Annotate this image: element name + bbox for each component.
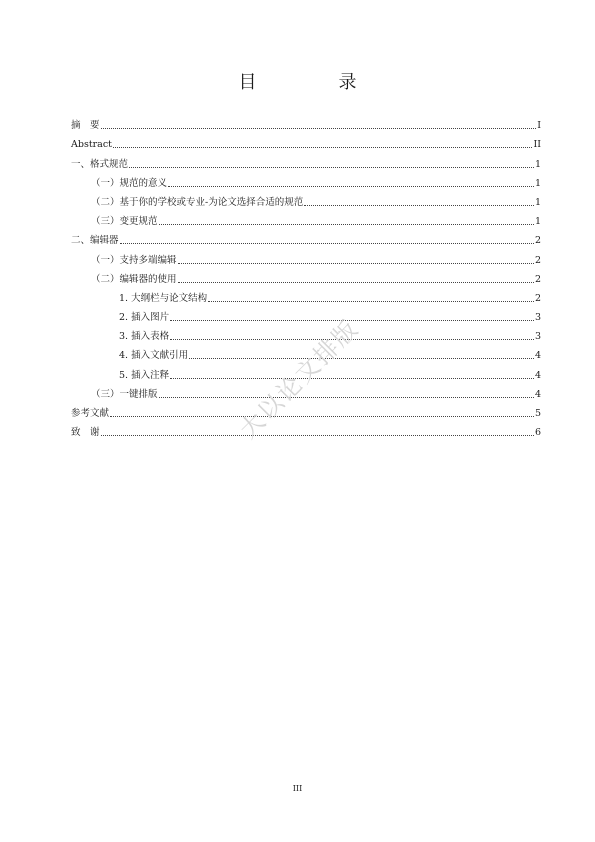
toc-entry[interactable] [71, 209, 541, 228]
toc-entry[interactable] [71, 420, 541, 439]
toc-entry-label: 2. 插入图片 [119, 312, 170, 324]
toc-entry-label: （二）基于你的学校或专业-为论文选择合适的规范 [91, 196, 304, 208]
toc-dot-leader [170, 378, 534, 379]
toc-entry[interactable] [71, 132, 541, 151]
toc-entry-page: I [537, 120, 541, 132]
toc-entry-label: 3. 插入表格 [119, 331, 170, 343]
toc-entry-label: Abstract [71, 139, 112, 151]
toc-dot-leader [159, 397, 534, 398]
toc-dot-leader [101, 435, 534, 436]
toc-dot-leader [110, 416, 534, 417]
toc-dot-leader [159, 224, 534, 225]
toc-entry[interactable] [71, 267, 541, 286]
toc-dot-leader [304, 205, 534, 206]
toc-entry[interactable] [71, 151, 541, 170]
toc-dot-leader [129, 167, 534, 168]
toc-dot-leader [168, 186, 534, 187]
toc-entry-page: 5 [534, 408, 541, 419]
toc-entry-label: （三）变更规范 [91, 216, 158, 228]
toc-entry-page: 3 [534, 312, 541, 324]
page-number: III [292, 784, 303, 793]
toc-entry[interactable] [71, 190, 541, 209]
toc-entry-label: 摘 要 [71, 120, 100, 132]
toc-entry[interactable] [71, 324, 541, 343]
toc-entry-label: 致 谢 [71, 427, 100, 439]
toc-entry-page: 4 [534, 350, 541, 362]
toc-entry-label: 5. 插入注释 [119, 369, 170, 381]
toc-entry-label: （三）一键排版 [91, 388, 158, 400]
toc-entry-page: 6 [534, 427, 541, 439]
toc-entry-page: 2 [534, 273, 541, 285]
toc-entry-label: 4. 插入文献引用 [119, 350, 189, 362]
toc-entry[interactable] [71, 286, 541, 305]
toc-entry[interactable] [71, 171, 541, 190]
toc-dot-leader [178, 263, 534, 264]
page-title: 目 录 [238, 72, 389, 93]
toc-entry-label: （二）编辑器的使用 [91, 273, 177, 285]
toc-entry-page: II [533, 139, 541, 151]
toc-entry-page: 4 [534, 388, 541, 400]
toc-dot-leader [208, 301, 534, 302]
toc-entry-page: 2 [534, 292, 541, 304]
toc-entry-page: 3 [534, 331, 541, 343]
toc-entry-label: 1. 大纲栏与论文结构 [119, 292, 208, 304]
toc-dot-leader [178, 282, 534, 283]
toc-entry-page: 2 [534, 235, 541, 247]
toc-entry-page: 1 [534, 158, 541, 170]
toc-entry[interactable] [71, 247, 541, 266]
toc-entry-label: （一）规范的意义 [91, 177, 168, 189]
toc-dot-leader [120, 243, 534, 244]
toc-entry[interactable] [71, 305, 541, 324]
toc-entry-page: 4 [534, 369, 541, 381]
toc-entry-label: 二、编辑器 [71, 235, 119, 247]
toc-entry-page: 1 [534, 196, 541, 208]
toc-entry-label: 参考文献 [71, 408, 110, 419]
toc-entry-page: 2 [534, 254, 541, 266]
watermark: 大以论文排版 [234, 313, 365, 445]
toc-entry[interactable] [71, 228, 541, 247]
toc-entry[interactable] [71, 113, 541, 132]
toc-entry-label: （一）支持多端编辑 [91, 254, 177, 266]
toc-dot-leader [101, 128, 537, 129]
toc-entry[interactable] [71, 401, 541, 420]
toc-dot-leader [113, 147, 533, 148]
toc-entry-page: 1 [534, 177, 541, 189]
toc-entry-label: 一、格式规范 [71, 158, 129, 170]
toc-dot-leader [189, 358, 534, 359]
toc-entry-page: 1 [534, 216, 541, 228]
